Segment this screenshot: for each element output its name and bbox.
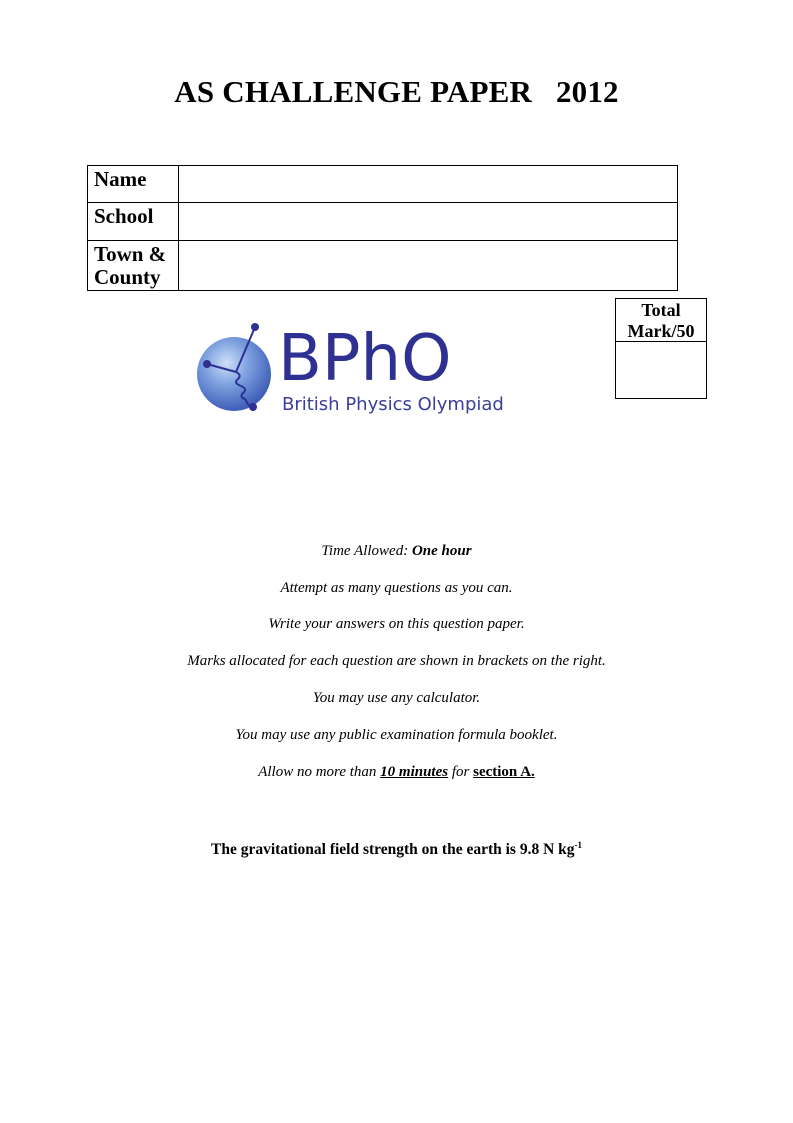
name-label-text: Name	[94, 167, 147, 191]
bpho-wordmark: BPhO	[278, 322, 452, 396]
instruction-formula-booklet: You may use any public examination formula booklet.	[235, 727, 558, 743]
name-field[interactable]	[179, 166, 678, 203]
time-allowed-prefix: Time Allowed:	[321, 543, 412, 559]
candidate-details-table	[87, 165, 678, 291]
total-label: Total	[641, 300, 681, 320]
instruction-time-limit	[0, 763, 793, 781]
allow-prefix: Allow no more than	[258, 764, 381, 780]
page-title: AS CHALLENGE PAPER 2012	[174, 74, 619, 109]
town-label-line1: Town &	[94, 242, 167, 266]
mark-out-of-label: Mark/50	[627, 321, 695, 341]
town-county-field[interactable]	[179, 241, 678, 291]
table-row	[88, 203, 678, 241]
name-label	[88, 166, 179, 203]
instruction-calculator: You may use any calculator.	[312, 690, 481, 706]
total-mark-header	[616, 299, 706, 342]
allow-section	[473, 764, 535, 780]
instruction-marks: Marks allocated for each question are shown in brackets on the right.	[187, 653, 606, 669]
allow-time: 10 minutes	[380, 764, 449, 780]
table-row	[88, 241, 678, 291]
allow-suffix: .	[531, 764, 535, 780]
time-allowed-value: One hour	[411, 543, 472, 559]
table-row	[88, 166, 678, 203]
allow-section-text: section A	[473, 764, 532, 780]
time-allowed	[0, 542, 793, 560]
gravity-note-superscript: -1	[574, 840, 583, 850]
gravity-note-text: The gravitational field strength on the earth is 9.8 N kg	[210, 841, 575, 858]
bpho-subtitle: British Physics Olympiad	[282, 394, 504, 415]
school-label-text: School	[94, 204, 154, 228]
gravity-note	[0, 836, 793, 859]
school-label	[88, 203, 179, 241]
atom-sphere-icon	[195, 320, 275, 415]
school-field[interactable]	[179, 203, 678, 241]
instruction-write-answers: Write your answers on this question paper.	[268, 616, 525, 632]
instruction-attempt: Attempt as many questions as you can.	[280, 580, 513, 596]
town-label-line2: County	[94, 265, 161, 289]
total-mark-box	[615, 298, 707, 399]
town-county-label	[88, 241, 179, 291]
allow-mid: for	[448, 764, 474, 780]
total-mark-field[interactable]	[616, 342, 706, 396]
bpho-logo	[195, 320, 525, 420]
